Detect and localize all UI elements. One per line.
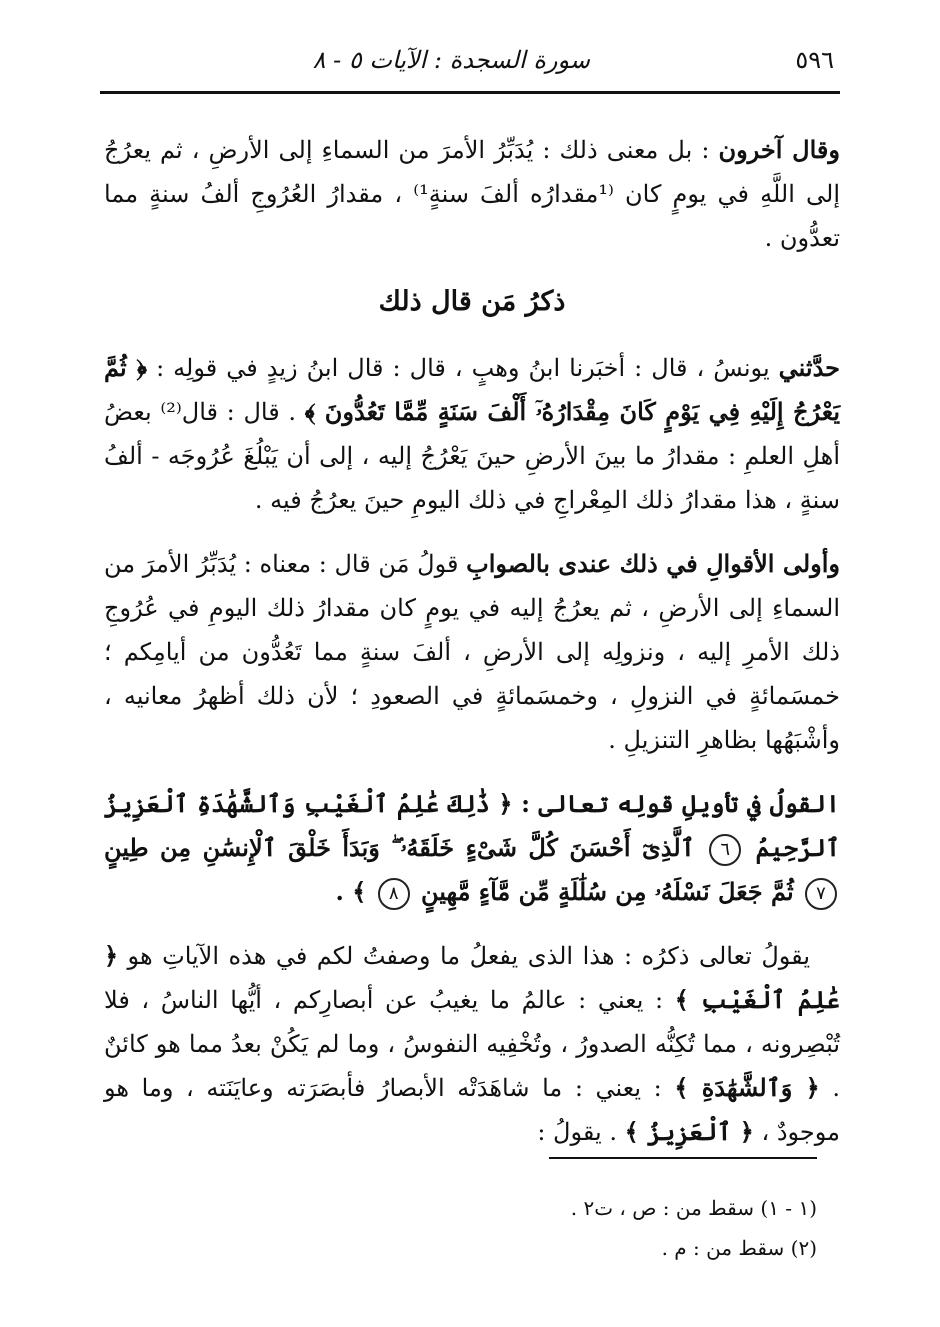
quran-quote: ﴿ ٱلْعَزِيزُ ﴾ bbox=[624, 1117, 754, 1146]
footnotes bbox=[100, 1188, 817, 1268]
quran-quote: ﴿ وَٱلشَّهَٰدَةِ ﴾ bbox=[674, 1073, 820, 1102]
section-heading: ذكرُ مَن قال ذلك bbox=[378, 286, 566, 317]
quran-quote: ﴿ عَٰلِمُ ٱلْغَيْبِ ﴾ bbox=[104, 941, 840, 1014]
quran-quote: ﴿ ذَٰلِكَ عَٰلِمُ ٱلْغَيْبِ وَٱلشَّهَٰدَةِ ٱلْعَزِيزُ ٱلرَّحِيمُ bbox=[104, 789, 840, 862]
paragraph-2 bbox=[104, 346, 840, 522]
paragraph-text: . يقولُ : bbox=[537, 1118, 625, 1146]
paragraph-text: : يعني : عالمُ ما يغيبُ عن أبصارِكم ، أيُّها الناسُ ، فلا تُبْصِرونه ، مما تُكِنُّه الصدورُ ، وتُخْفِيه النفوسُ ، وما لم يَكُنْ بعدُ مما هو كائنٌ . bbox=[104, 986, 840, 1102]
footnote-rule bbox=[549, 1157, 817, 1159]
paragraph-text: : بل معنى ذلك : يُدَبِّرُ الأمرَ من السماءِ إلى الأرضِ ، ثم يعرُجُ إلى اللَّهِ في يومٍ كان ⁽¹مقدارُه ألفَ سنةٍ¹⁾ ، مقدارُ العُرُوجِ ألفُ سنةٍ مما تعدُّون . bbox=[104, 136, 841, 252]
verse-number-marker: ٦ bbox=[709, 834, 741, 866]
verse-number-marker: ٨ bbox=[378, 878, 410, 910]
verse-number-marker: ٧ bbox=[805, 878, 837, 910]
paragraph-text: قولُ مَن قال : معناه : يُدَبِّرُ الأمرَ من السماءِ إلى الأرضِ ، ثم يعرُجُ إليه في يومٍ كان مقدارُ ذلك اليومِ في عُرُوجِ ذلك الأمرِ إليه ، ونزولِه إلى الأرضِ ، ألفَ سنةٍ مما تَعُدُّون من أيامِكم ؛ خمسَمائةٍ في النزولِ ، وخمسَمائةٍ في الصعودِ ؛ لأن ذلك أظهرُ معانيه ، وأشْبَهُها بظاهرِ التنزيلِ . bbox=[104, 550, 840, 754]
paragraph-text: . قال : قال⁽²⁾ بعضُ أهلِ العلمِ : مقدارُ ما بينَ الأرضِ حينَ يَعْرُجُ إليه ، إلى أن يَبْلُغَ عُرُوجَه - ألفُ سنةٍ ، هذا مقدارُ ذلك المِعْراجِ في ذلك اليومِ حينَ يعرُجُ فيه . bbox=[104, 398, 840, 514]
quran-quote: ﴿ ثُمَّ يَعْرُجُ إِلَيْهِ فِي يَوْمٍ كَانَ مِقْدَارُهُۥٓ أَلْفَ سَنَةٍ مِّمَّا تَعُدُّونَ ﴾ bbox=[104, 353, 840, 426]
quran-quote: ثُمَّ جَعَلَ نَسْلَهُۥ مِن سُلَٰلَةٍ مِّن مَّآءٍ مَّهِينٍ bbox=[412, 877, 802, 906]
paragraph-text: يونسُ ، قال : أخبَرنا ابنُ وهبٍ ، قال : قال ابنُ زيدٍ في قولِه : bbox=[147, 354, 779, 382]
footnote-2: (٢) سقط من : م . bbox=[661, 1236, 817, 1260]
running-title: سورة السجدة : الآيات ٥ - ٨ bbox=[312, 46, 590, 74]
paragraph-4 bbox=[104, 782, 840, 914]
page-number: ٥٩٦ bbox=[795, 46, 834, 74]
paragraph-1 bbox=[104, 128, 840, 260]
footnote-1: (١ - ١) سقط من : ص ، ت٢ . bbox=[570, 1196, 817, 1220]
paragraph-lead: وقال آخرون bbox=[718, 135, 840, 164]
paragraph-lead: القولُ في تأويلِ قولِه تعالى : bbox=[521, 789, 840, 818]
quran-quote-end: ﴾ . bbox=[335, 877, 375, 906]
paragraph-text: يقولُ تعالى ذكرُه : هذا الذى يفعلُ ما وصفتُ لكم في هذه الآياتِ هو bbox=[118, 942, 810, 970]
main-text bbox=[104, 128, 840, 1174]
page-header bbox=[100, 42, 840, 82]
paragraph-lead: وأولى الأقوالِ في ذلك عندى بالصوابِ bbox=[466, 549, 841, 578]
paragraph-lead: حدَّثني bbox=[778, 353, 841, 382]
header-rule bbox=[100, 91, 840, 94]
paragraph-text: : يعني : ما شاهَدَتْه الأبصارُ فأبصَرَته وعايَنَته ، وما هو موجودٌ ، bbox=[104, 1074, 840, 1146]
paragraph-3 bbox=[104, 542, 840, 762]
quran-quote: ٱلَّذِىٓ أَحْسَنَ كُلَّ شَىْءٍ خَلَقَهُۥ ۖ وَبَدَأَ خَلْقَ ٱلْإِنسَٰنِ مِن طِينٍ bbox=[104, 833, 707, 862]
paragraph-5 bbox=[104, 934, 840, 1154]
